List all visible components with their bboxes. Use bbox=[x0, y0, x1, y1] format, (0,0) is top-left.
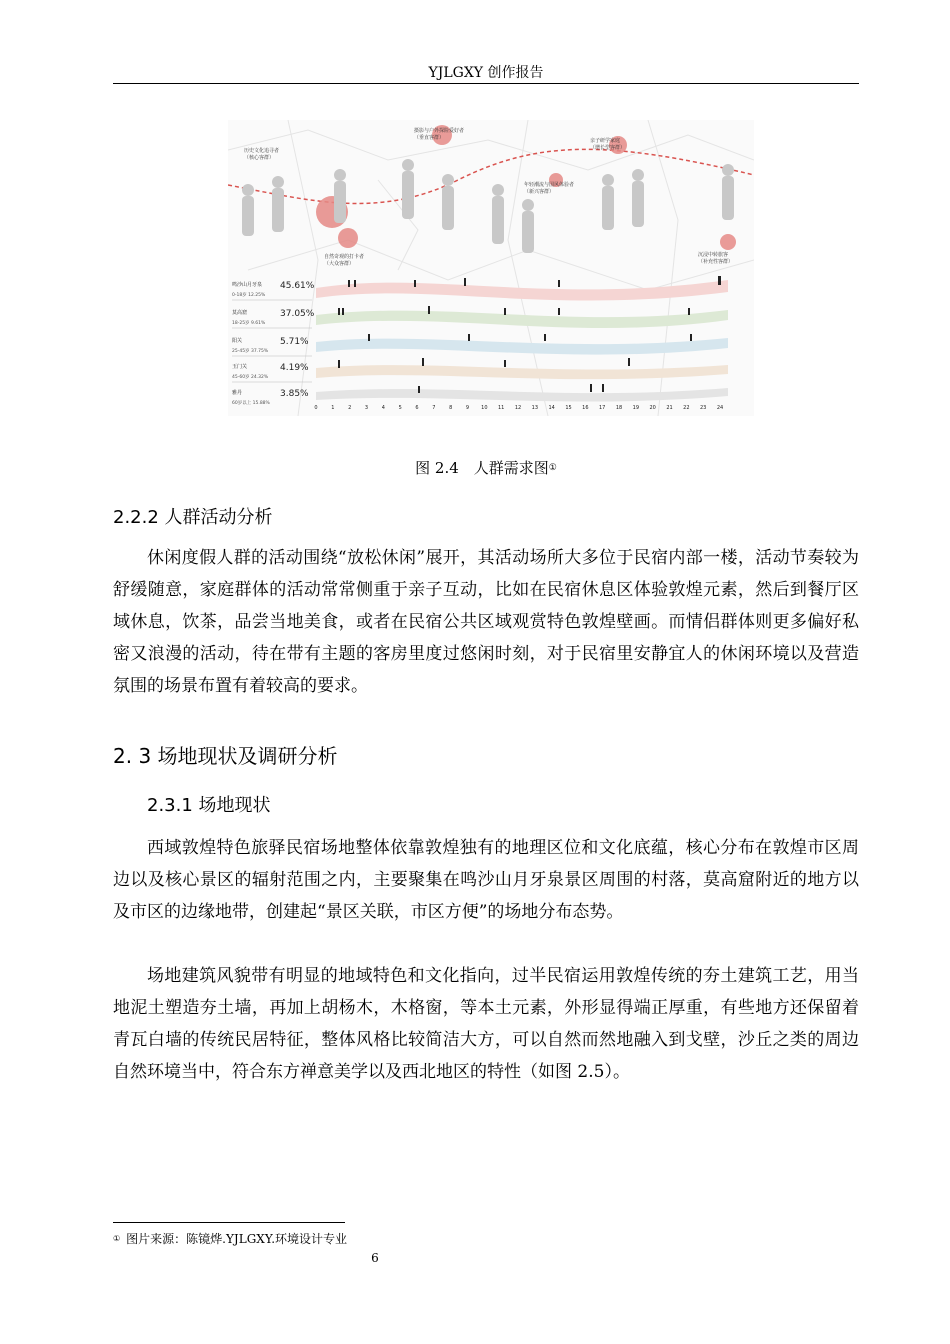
hour-tick-label: 18 bbox=[615, 405, 623, 411]
paragraph-crowd-activity: 休闲度假人群的活动围绕“放松休闲”展开，其活动场所大多位于民宿内部一楼，活动节奏较为舒缓随意，家庭群体的活动常常侧重于亲子互动，比如在民宿休息区体验敦煌元素，然后到餐厅区域休息，饮茶，品尝当地美食，或者在民宿公共区域观赏特色敦煌壁画。而情侣群体则更多偏好私密又浪漫的活动，待在带有主题的客房里度过悠闲时刻，对于民宿里安静宜人的休闲环境以及营造氛围的场景布置有着较高的要求。 bbox=[113, 548, 859, 696]
caption-text: 图 2.4 人群需求图 bbox=[415, 459, 549, 477]
row-name: 雅丹 bbox=[232, 390, 243, 396]
hour-tick-label: 21 bbox=[666, 405, 673, 411]
hour-tick-label: 15 bbox=[565, 405, 572, 411]
persona-label: 摄影与户外探险爱好者（垂直客群） bbox=[414, 128, 465, 141]
page-number: 6 bbox=[371, 1251, 379, 1265]
section-heading-2-3-1: 2.3.1 场地现状 bbox=[147, 795, 271, 816]
hour-tick-label: 9 bbox=[465, 405, 470, 411]
footnote-rule bbox=[113, 1222, 345, 1223]
row-age: 60岁以上 15.88% bbox=[232, 401, 270, 406]
row-name: 玉门关 bbox=[232, 364, 248, 370]
hour-tick-label: 5 bbox=[398, 405, 402, 411]
hour-tick-label: 14 bbox=[548, 405, 555, 411]
crowd-demand-figure bbox=[228, 120, 754, 416]
hour-tick-label: 19 bbox=[632, 405, 640, 411]
row-age: 45-60岁 24.32% bbox=[232, 375, 269, 380]
figure-caption bbox=[113, 458, 859, 478]
paragraph-site-architecture: 场地建筑风貌带有明显的地域特色和文化指向，过半民宿运用敦煌传统的夯土建筑工艺，用当地泥土塑造夯土墙，再加上胡杨木，木格窗，等本土元素，外形显得端正厚重，有些地方还保留着青瓦白墙的传统民居特征，整体风格比较简洁大方，可以自然而然地融入到戈壁，沙丘之类的周边自然环境当中，符合东方禅意美学以及西北地区的特性（如图 2.5）。 bbox=[113, 966, 859, 1082]
hour-tick-label: 24 bbox=[716, 405, 724, 411]
row-percent: 4.19% bbox=[280, 363, 309, 373]
section-heading-2-2-2: 2.2.2 人群活动分析 bbox=[113, 507, 273, 528]
hour-tick-label: 8 bbox=[449, 405, 453, 411]
hour-tick-label: 13 bbox=[531, 405, 539, 411]
caption-footnote-mark: ① bbox=[548, 463, 557, 473]
hour-tick-label: 22 bbox=[683, 405, 690, 411]
row-percent: 3.85% bbox=[280, 389, 309, 399]
hour-tick-label: 23 bbox=[699, 405, 707, 411]
hour-tick-label: 20 bbox=[649, 405, 656, 411]
hour-tick-label: 2 bbox=[348, 405, 352, 411]
hour-tick-label: 10 bbox=[481, 405, 488, 411]
hour-tick-label: 12 bbox=[514, 405, 522, 411]
persona-label: 自然奇观的打卡者（大众客群） bbox=[324, 254, 365, 267]
hour-tick-label: 3 bbox=[364, 405, 369, 411]
row-name: 阳关 bbox=[232, 338, 243, 344]
hour-tick-label: 1 bbox=[331, 405, 335, 411]
persona-label: 年轻潮流与国风体验者（新兴客群） bbox=[524, 182, 575, 195]
row-name: 莫高窟 bbox=[232, 310, 248, 316]
hour-tick-label: 4 bbox=[381, 405, 385, 411]
section-heading-2-3: 2. 3 场地现状及调研分析 bbox=[113, 744, 338, 768]
hour-tick-label: 17 bbox=[598, 405, 606, 411]
header-rule bbox=[113, 83, 859, 84]
hour-tick-label: 16 bbox=[582, 405, 589, 411]
row-name: 鸣沙山月牙泉 bbox=[232, 282, 263, 288]
row-percent: 5.71% bbox=[280, 337, 309, 347]
footnote-mark: ① bbox=[113, 1234, 121, 1243]
persona-label: 亲子研学家庭（增长型客群） bbox=[590, 138, 626, 151]
row-age: 25-45岁 37.75% bbox=[232, 349, 269, 354]
page-header: YJLGXY 创作报告 bbox=[428, 65, 544, 81]
paragraph-site-location: 西域敦煌特色旅驿民宿场地整体依靠敦煌独有的地理区位和文化底蕴，核心分布在敦煌市区周边以及核心景区的辐射范围之内，主要聚集在鸣沙山月牙泉景区周围的村落，莫高窟附近的地方以及市区的边缘地带，创建起“景区关联，市区方便”的场地分布态势。 bbox=[113, 838, 859, 922]
footnote bbox=[113, 1231, 347, 1247]
row-percent: 45.61% bbox=[280, 281, 315, 291]
row-age: 0-18岁 12.25% bbox=[232, 293, 266, 298]
hour-tick-label: 11 bbox=[497, 405, 505, 411]
row-percent: 37.05% bbox=[280, 309, 315, 319]
row-age: 18-25岁 9.61% bbox=[232, 321, 266, 326]
persona-label: 历史文化追寻者（核心客群） bbox=[244, 148, 280, 161]
hour-tick-label: 7 bbox=[432, 405, 436, 411]
hour-tick-label: 6 bbox=[415, 405, 419, 411]
hour-tick-label: 0 bbox=[314, 405, 318, 411]
persona-label: 沉浸中转旅客（补充性客群） bbox=[698, 252, 734, 265]
footnote-text: 图片来源：陈镜烨.YJLGXY.环境设计专业 bbox=[126, 1232, 348, 1246]
